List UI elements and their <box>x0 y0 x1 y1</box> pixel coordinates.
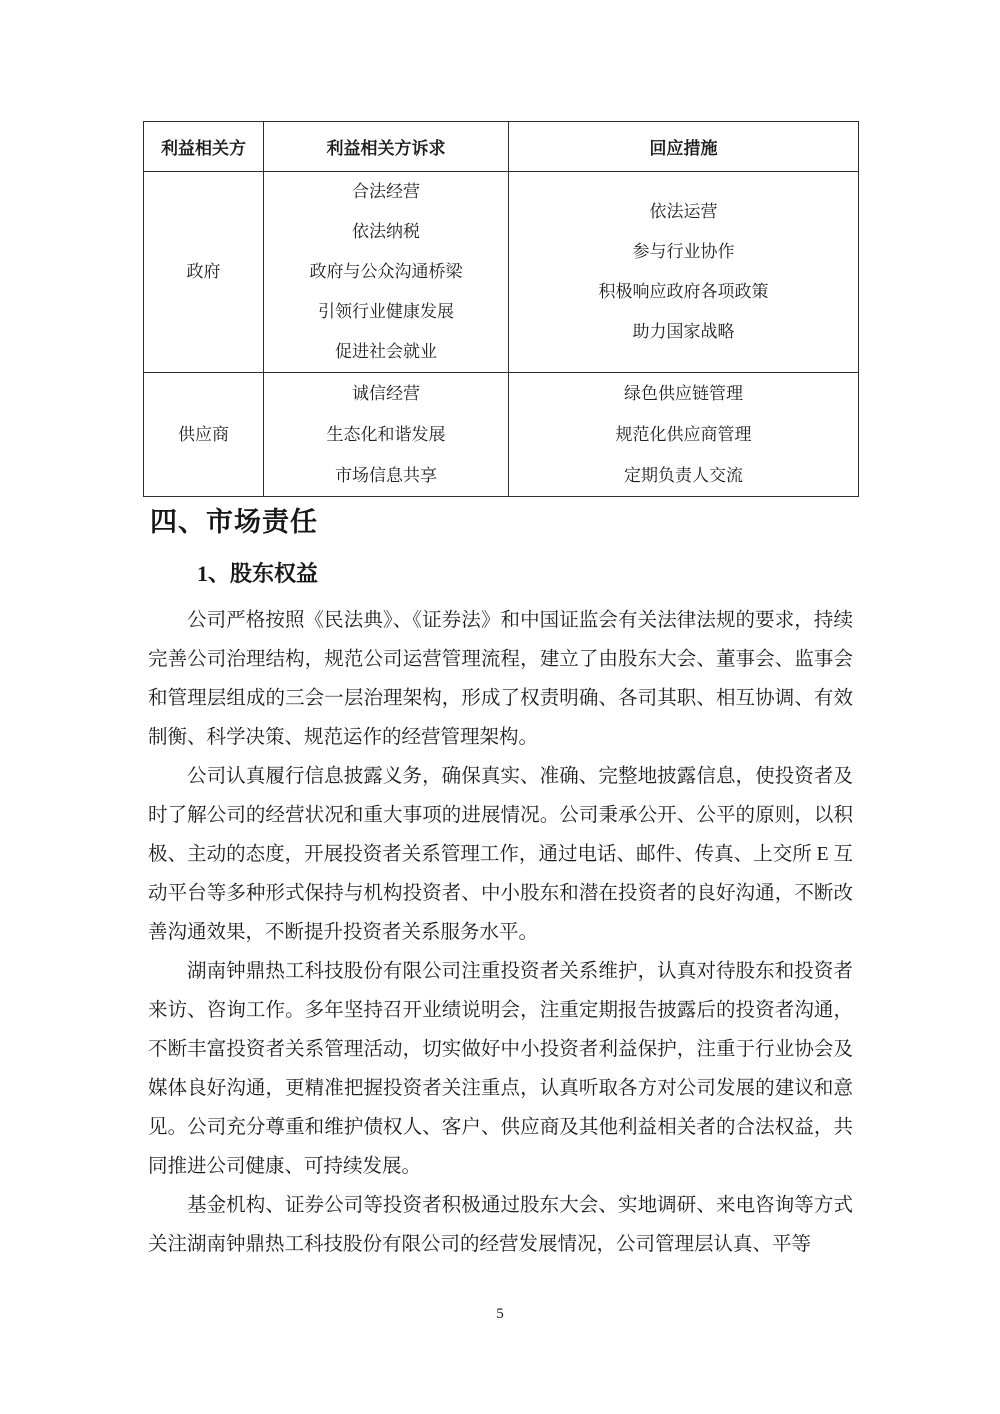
body-paragraph: 公司认真履行信息披露义务，确保真实、准确、完整地披露信息，使投资者及时了解公司的经营状况和重大事项的进展情况。公司秉承公开、公平的原则，以积极、主动的态度，开展投资者关系管理工作，通过电话、邮件、传真、上交所 E 互动平台等多种形式保持与机构投资者、中小股东和潜在投资者的良好沟通，不断改善沟通效果，不断提升投资者关系服务水平。 <box>148 766 853 943</box>
table-cell-line: 政府与公众沟通桥梁 <box>309 262 463 281</box>
table-cell-line: 合法经营 <box>352 182 420 201</box>
stakeholder-label: 政府 <box>186 262 221 281</box>
table-cell-line: 生态化和谐发展 <box>326 425 446 444</box>
stakeholder-label: 供应商 <box>178 425 229 444</box>
table-header-row <box>144 122 859 172</box>
table-cell-line: 助力国家战略 <box>632 322 735 341</box>
table-header-stakeholder: 利益相关方 <box>144 122 264 172</box>
table-row <box>144 172 859 373</box>
table-cell-line: 市场信息共享 <box>335 466 437 485</box>
table-header-demands: 利益相关方诉求 <box>264 122 509 172</box>
table-cell-line: 诚信经营 <box>352 384 420 403</box>
body-paragraph: 公司严格按照《民法典》、《证券法》和中国证监会有关法律法规的要求，持续完善公司治理结构，规范公司运营管理流程，建立了由股东大会、董事会、监事会和管理层组成的三会一层治理架构，形成了权责明确、各司其职、相互协调、有效制衡、科学决策、规范运作的经营管理架构。 <box>148 610 853 748</box>
table-cell-line: 依法运营 <box>649 202 718 221</box>
body-paragraph: 湖南钟鼎热工科技股份有限公司注重投资者关系维护，认真对待股东和投资者来访、咨询工作。多年坚持召开业绩说明会，注重定期报告披露后的投资者沟通，不断丰富投资者关系管理活动，切实做好中小投资者利益保护，注重于行业协会及媒体良好沟通，更精准把握投资者关注重点，认真听取各方对公司发展的建议和意见。公司充分尊重和维护债权人、客户、供应商及其他利益相关者的合法权益，共同推进公司健康、可持续发展。 <box>148 961 853 1177</box>
responses-cell <box>509 172 859 373</box>
table-cell-line: 引领行业健康发展 <box>318 302 454 321</box>
stakeholder-table <box>143 121 859 497</box>
table-cell-line: 定期负责人交流 <box>624 466 743 485</box>
stakeholder-cell <box>144 172 264 373</box>
subsection-heading: 1、股东权益 <box>197 561 319 586</box>
table-cell-line: 依法纳税 <box>352 222 420 241</box>
table-cell-line: 参与行业协作 <box>632 242 735 261</box>
section-heading: 四、市场责任 <box>150 507 318 537</box>
table-body <box>144 172 859 497</box>
body-text <box>148 601 853 1264</box>
demands-cell <box>264 172 509 373</box>
demands-cell <box>264 373 509 497</box>
table-row <box>144 373 859 497</box>
stakeholder-cell <box>144 373 264 497</box>
table-cell-line: 规范化供应商管理 <box>615 425 752 444</box>
page-number: 5 <box>496 1306 504 1322</box>
table-cell-line: 绿色供应链管理 <box>624 384 743 403</box>
table-cell-line: 促进社会就业 <box>335 342 437 361</box>
body-paragraph: 基金机构、证券公司等投资者积极通过股东大会、实地调研、来电咨询等方式关注湖南钟鼎热工科技股份有限公司的经营发展情况，公司管理层认真、平等 <box>148 1195 853 1255</box>
responses-cell <box>509 373 859 497</box>
table-header-responses: 回应措施 <box>509 122 859 172</box>
table-cell-line: 积极响应政府各项政策 <box>598 282 769 301</box>
